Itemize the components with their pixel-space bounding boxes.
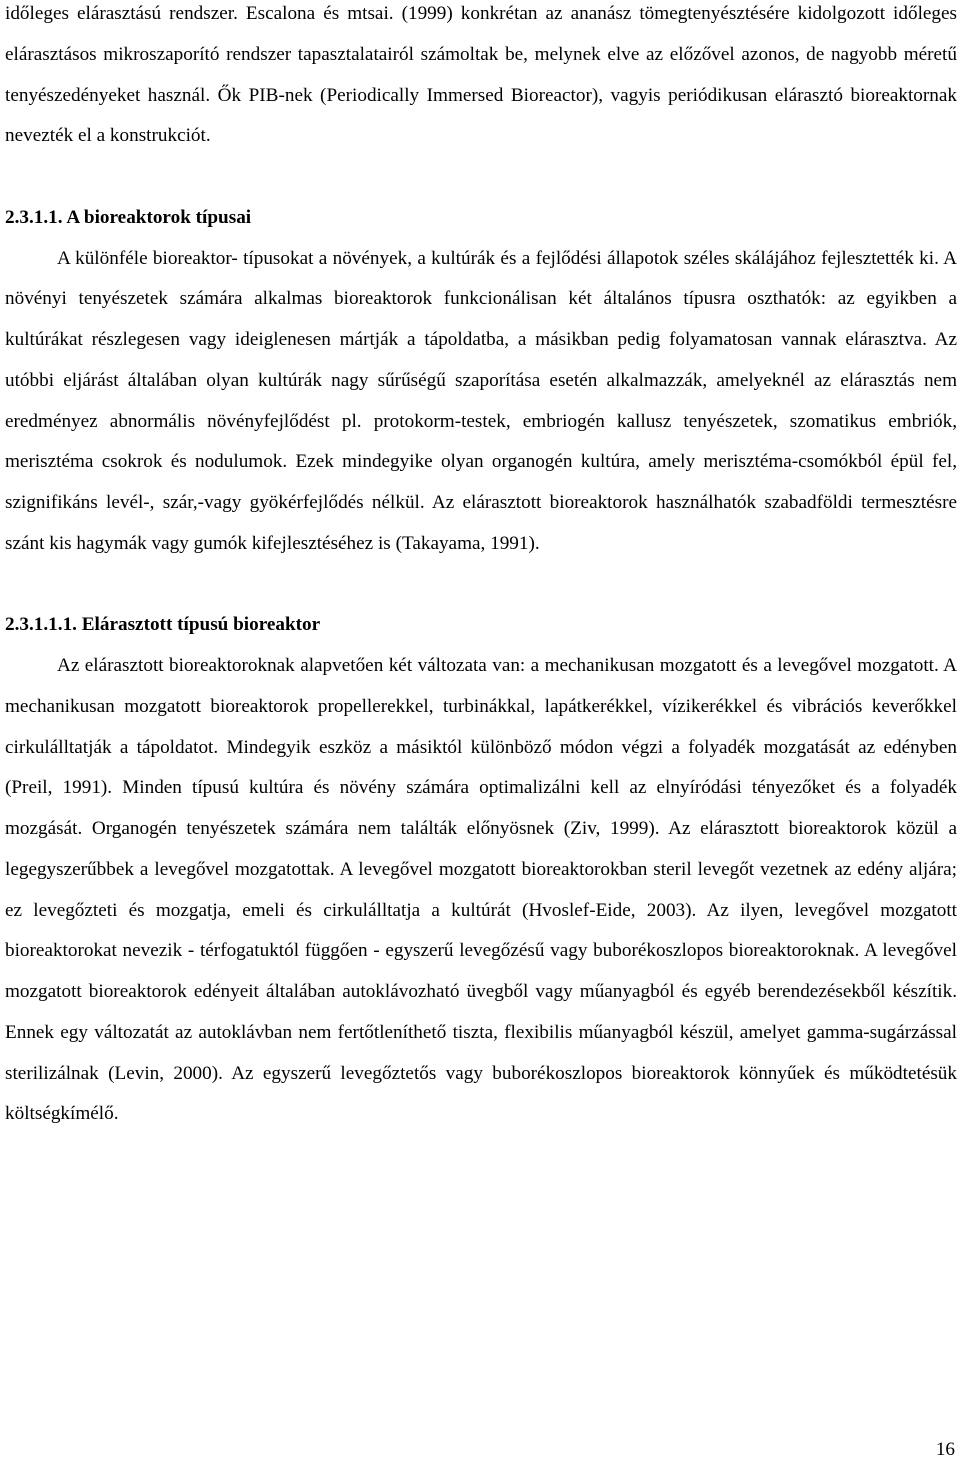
section-heading xyxy=(5,198,957,239)
document-page xyxy=(5,0,957,1135)
section-title: A bioreaktorok típusai xyxy=(66,206,252,228)
page-number: 16 xyxy=(935,1439,955,1460)
subsection-number: 2.3.1.1.1. xyxy=(5,614,77,636)
subsection-paragraph: Az elárasztott bioreaktoroknak alapvetően két változata van: a mechanikusan mozgatott és a levegővel mozgatott. A mechanikusan mozgatott bioreaktorok propellerekkel, turbinákkal, lapátkerékkel, vízikerékkel és vibrációs keverőkkel cirkulálltatják a tápoldatot. Mindegyik eszköz a másiktól különböző módon végzi a folyadék mozgatását az edényben (Preil, 1991). Minden típusú kultúra és növény számára optimalizálni kell az elnyíródási tényezőket és a folyadék mozgását. Organogén tenyészetek számára nem találták előnyösnek (Ziv, 1999). Az elárasztott bioreaktorok közül a legegyszerűbbek a levegővel mozgatottak. A levegővel mozgatott bioreaktorokban steril levegőt vezetnek az edény aljára; ez levegőzteti és mozgatja, emeli és cirkulálltatja a kultúrát (Hvoslef-Eide, 2003). Az ilyen, levegővel mozgatott bioreaktorokat nevezik - térfogatuktól függően - egyszerű levegőzésű vagy buborékoszlopos bioreaktoroknak. A levegővel mozgatott bioreaktorok edényeit általában autoklávozható üvegből vagy műanyagból és egyéb berendezésekből készítik. Ennek egy változatát az autoklávban nem fertőtleníthető tiszta, flexibilis műanyagból készül, amelyet gamma-sugárzással sterilizálnak (Levin, 2000). Az egyszerű levegőztetős vagy buborékoszlopos bioreaktorok könnyűek és működtetésük költségkímélő. xyxy=(5,655,957,1125)
section-spacer xyxy=(5,157,957,198)
intro-paragraph: időleges elárasztású rendszer. Escalona és mtsai. (1999) konkrétan az ananász tömegtenyésztésére kidolgozott időleges elárasztásos mikroszaporító rendszer tapasztalatairól számoltak be, melynek elve az előzővel azonos, de nagyobb méretű tenyészedényeket használ. Ők PIB-nek (Periodically Immersed Bioreactor), vagyis periódikusan elárasztó bioreaktornak nevezték el a konstrukciót. xyxy=(5,3,957,147)
subsection-title: Elárasztott típusú bioreaktor xyxy=(81,614,321,636)
section-paragraph: A különféle bioreaktor- típusokat a növények, a kultúrák és a fejlődési állapotok széles skálájához fejlesztették ki. A növényi tenyészetek számára alkalmas bioreaktorok funkcionálisan két általános típusra oszthatók: az egyikben a kultúrákat részlegesen vagy ideiglenesen mártják a tápoldatba, a másikban pedig folyamatosan vannak elárasztva. Az utóbbi eljárást általában olyan kultúrák nagy sűrűségű szaporítása esetén alkalmazzák, amelyeknél az elárasztás nem eredményez abnormális növényfejlődést pl. protokorm-testek, embriogén kallusz tenyészetek, szomatikus embriók, merisztéma csokrok és nodulumok. Ezek mindegyike olyan organogén kultúra, amely merisztéma-csomókból épül fel, szignifikáns levél-, szár,-vagy gyökérfejlődés nélkül. Az elárasztott bioreaktorok használhatók szabadföldi termesztésre szánt kis hagymák vagy gumók kifejlesztéséhez is (Takayama, 1991). xyxy=(5,247,957,554)
section-number: 2.3.1.1. xyxy=(5,206,63,228)
subsection-heading xyxy=(5,605,957,646)
section-spacer xyxy=(5,565,957,606)
